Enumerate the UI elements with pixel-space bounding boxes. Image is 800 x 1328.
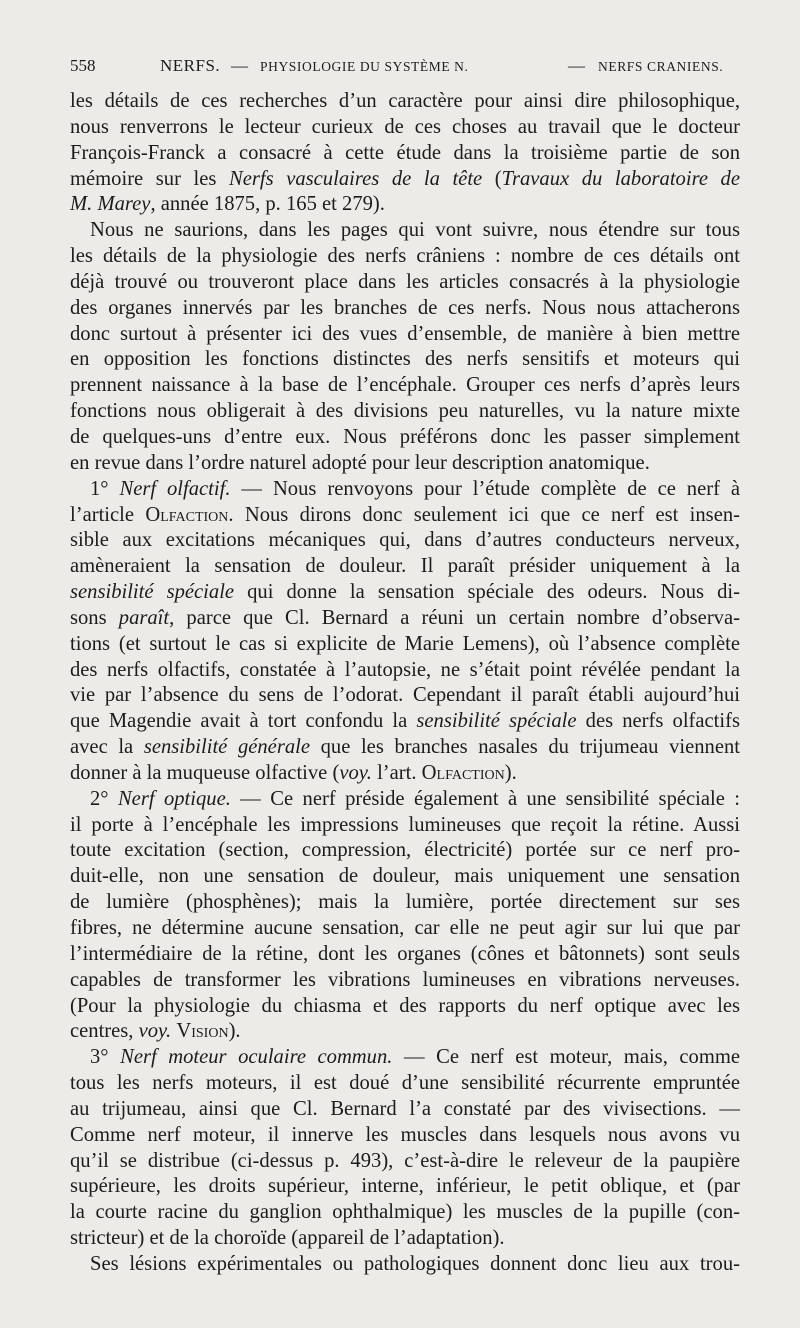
text-line [70,167,740,193]
text-line [70,709,740,735]
header-subtitle: PHYSIOLOGIE DU SYSTÈME N. [260,59,469,74]
text-line [70,735,740,761]
section-number: 3° [90,1046,121,1069]
text-run: — Ce nerf préside également à une sensibilité spéciale : [230,787,740,810]
section-heading-line [70,477,740,503]
text-line: Nous ne saurions, dans les pages qui vont suivre, nous étendre sur tous [90,219,740,242]
text-run: que Magendie avait à tort confondu la [70,710,417,733]
italic-term: sensibilité spéciale [70,581,235,604]
italic-term: voy. [138,1020,172,1043]
text-run: centres, [70,1020,139,1043]
text-run: — Nous renvoyons pour l’étude complète de ce nerf à [230,477,740,500]
text-line [70,503,740,529]
text-line: supérieure, les droits supérieur, interne, inférieur, le petit oblique, et (par [70,1175,740,1198]
section-title: Nerf olfactif. [119,477,231,500]
text-run: des nerfs olfactifs [576,710,740,733]
italic-term: sensibilité spéciale [416,710,577,733]
text-run: sons [70,606,119,629]
text-line [70,192,740,218]
page-number: 558 [70,56,96,75]
text-line: qu’il se distribue (ci-dessus p. 493), c’est-à-dire le releveur de la paupière [70,1149,740,1172]
text-run: l’art. [371,761,422,784]
text-run: donner à la muqueuse olfactive ( [70,761,340,784]
text-line: Ses lésions expérimentales ou pathologiques donnent donc lieu aux trou- [90,1252,740,1275]
cross-reference: Olfaction [145,503,229,526]
text-line: au trijumeau, ainsi que Cl. Bernard l’a constaté par des vivisections. — [70,1097,740,1120]
text-line: de lumière (phosphènes); mais la lumière, portée directement sur ses [70,891,740,914]
text-line: des nerfs olfactifs, constatée à l’autopsie, ne s’était point révélée pendant la [70,658,740,681]
text-line: amèneraient la sensation de douleur. Il paraît présider uniquement à la [70,555,740,578]
text-line: duit-elle, non une sensation de douleur, mais uniquement une sensation [70,865,740,888]
text-line: stricteur) et de la choroïde (appareil de l’adaptation). [70,1227,505,1250]
text-line: (Pour la physiologie du chiasma et des rapports du nerf optique avec les [70,994,740,1017]
text-line: fibres, ne détermine aucune sensation, car elle ne peut agir sur lui que par [70,917,740,939]
text-line: en opposition les fonctions distinctes des nerfs sensitifs et moteurs qui [70,348,740,371]
header-title: NERFS. [160,56,221,75]
text-line: donc surtout à présenter ici des vues d’ensemble, de manière à bien mettre [70,322,740,345]
header-subtitle-2: NERFS CRANIENS. [598,59,724,74]
italic-title: M. Marey [70,193,151,216]
text-line: toute excitation (section, compression, électricité) portée sur ce nerf pro- [70,839,740,862]
text-run: que les branches nasales du trijumeau viennent [310,736,740,759]
text-run: — Ce nerf est moteur, mais, comme [392,1046,740,1069]
text-line: l’intermédiaire de la rétine, dont les organes (cônes et bâtonnets) sont seuls [70,942,740,965]
text-run: ). [504,761,517,784]
text-line: capables de transformer les vibrations lumineuses en vibrations nerveuses. [70,968,740,991]
cross-reference: Olfaction [421,761,505,784]
text-run: ( [482,167,502,190]
text-line: sible aux excitations mécaniques qui, dans d’autres conducteurs nerveux, [70,529,740,552]
header-dash: — [568,56,585,75]
text-line: les détails de la physiologie des nerfs crâniens : nombre de ces détails ont [70,245,740,268]
section-heading-line [70,1045,740,1071]
text-line: des organes innervés par les branches de ces nerfs. Nous nous attacherons [70,296,740,319]
text-line: de quelques-uns d’entre eux. Nous préférons donc les passer simplement [70,425,740,448]
text-line: fonctions nous obligerait à des divisions peu naturelles, vu la nature mixte [70,400,740,423]
text-run: ). [228,1020,241,1043]
italic-term: sensibilité générale [143,736,310,759]
text-line: tous les nerfs moteurs, il est doué d’une sensibilité récurrente empruntée [70,1072,740,1095]
text-line: François-Franck a consacré à cette étude dans la troisième partie de son [70,141,740,164]
text-line: vie par l’absence du sens de l’odorat. Cependant il paraît établi aujourd’hui [70,684,740,707]
text-run: qui donne la sensation spéciale des odeurs. Nous di- [234,581,740,604]
section-heading-line [70,787,740,813]
text-run: mémoire sur les [70,167,229,190]
italic-term: paraît [118,606,170,629]
section-number: 1° [90,477,120,500]
text-run: avec la [70,736,144,759]
text-line: déjà trouvé ou trouveront place dans les articles consacrés à la physiologie [70,270,740,293]
text-line: tions (et surtout le cas si explicite de Marie Lemens), où l’absence complète [70,632,740,655]
section-title: Nerf optique. [117,787,231,810]
italic-title: Travaux du laboratoire de [501,167,740,190]
text-line: Comme nerf moteur, il innerve les muscles dans lesquels nous avons vu [70,1123,740,1146]
text-line [70,606,740,632]
body-text [70,89,740,1278]
text-line: les détails de ces recherches d’un caractère pour ainsi dire philosophique, [70,90,740,112]
text-line: nous renverrons le lecteur curieux de ces choses au travail que le docteur [70,115,740,138]
section-number: 2° [90,787,118,810]
cross-reference: Vision [176,1020,229,1043]
italic-title: Nerfs vasculaires de la tête [229,167,483,190]
text-run: l’article [70,503,146,526]
header-dash: — [231,56,248,75]
text-run: . Nous dirons donc seulement ici que ce nerf est insen- [228,503,740,526]
text-line: prennent naissance à la base de l’encéphale. Grouper ces nerfs d’après leurs [70,374,740,397]
italic-term: voy. [339,761,372,784]
text-line [70,761,740,787]
text-line: la courte racine du ganglion ophthalmique) les muscles de la pupille (con- [70,1201,740,1224]
text-line [70,580,740,606]
text-run: , parce que Cl. Bernard a réuni un certain nombre d’observa- [169,606,740,629]
text-line: en revue dans l’ordre naturel adopté pour leur description anatomique. [70,451,650,474]
text-line: il porte à l’encéphale les impressions lumineuses que reçoit la rétine. Aussi [70,813,740,836]
text-line [70,1019,740,1045]
section-title: Nerf moteur oculaire commun. [120,1046,393,1069]
text-run: , année 1875, p. 165 et 279). [150,193,385,216]
